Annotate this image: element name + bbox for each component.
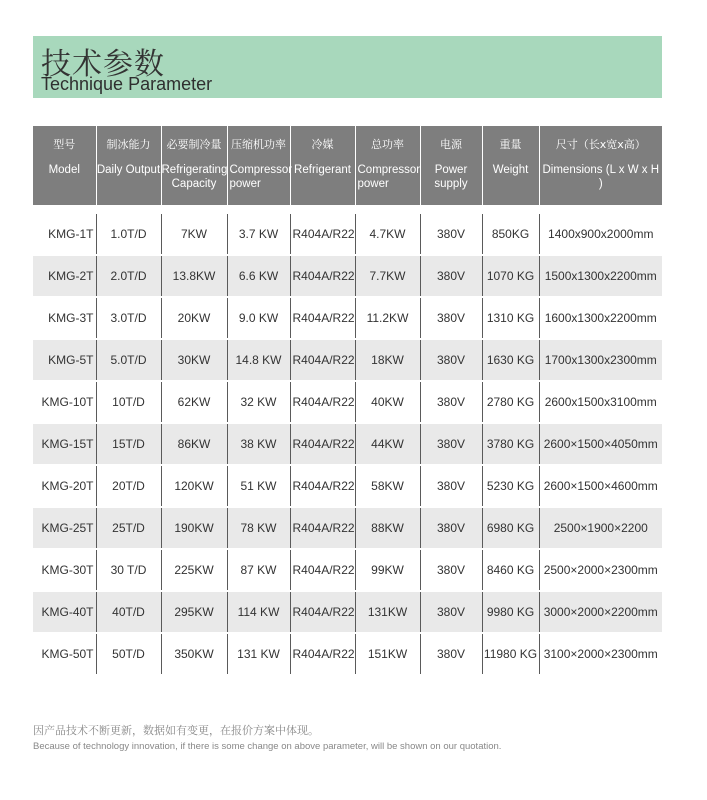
- cell-weight: 850KG: [482, 214, 539, 255]
- cell-refrigerant: R404A/R22: [290, 465, 355, 507]
- cell-daily-output: 2.0T/D: [96, 255, 161, 297]
- title-banner: [33, 36, 662, 98]
- cell-compressor-power: 114 KW: [227, 591, 290, 633]
- cell-refrigerating-capacity: 225KW: [161, 549, 227, 591]
- cell-model: KMG-3T: [33, 297, 96, 339]
- footnote-cn: 因产品技术不断更新，数据如有变更，在报价方案中体现。: [33, 724, 319, 737]
- cell-power-supply: 380V: [420, 214, 482, 255]
- parameter-table-container: [33, 126, 662, 676]
- header-spacer: [33, 205, 662, 214]
- header-cn: 电源: [440, 138, 462, 151]
- cell-weight: 2780 KG: [482, 381, 539, 423]
- cell-total-power: 99KW: [355, 549, 420, 591]
- cell-daily-output: 50T/D: [96, 633, 161, 675]
- header-en: Power supply: [434, 164, 468, 190]
- cell-compressor-power: 131 KW: [227, 633, 290, 675]
- column-header-model: [33, 126, 96, 205]
- cell-power-supply: 380V: [420, 507, 482, 549]
- table-row: [33, 507, 662, 549]
- cell-refrigerating-capacity: 13.8KW: [161, 255, 227, 297]
- cell-dimensions: 2600×1500×4050mm: [539, 423, 662, 465]
- header-cn: 压缩机功率: [231, 138, 286, 151]
- cell-dimensions: 2600x1500x3100mm: [539, 381, 662, 423]
- cell-total-power: 18KW: [355, 339, 420, 381]
- table-row: [33, 255, 662, 297]
- table-header-row: [33, 126, 662, 205]
- header-en: Compressor power: [229, 164, 293, 190]
- cell-total-power: 88KW: [355, 507, 420, 549]
- cell-power-supply: 380V: [420, 423, 482, 465]
- header-cn: 重量: [499, 138, 522, 151]
- cell-daily-output: 30 T/D: [96, 549, 161, 591]
- page-title-en: Technique Parameter: [41, 74, 213, 94]
- header-cn: 型号: [53, 138, 76, 151]
- cell-model: KMG-5T: [33, 339, 96, 381]
- header-cn: 制冰能力: [106, 138, 151, 151]
- cell-power-supply: 380V: [420, 591, 482, 633]
- cell-weight: 3780 KG: [482, 423, 539, 465]
- column-header-compressor-power: [227, 126, 293, 205]
- header-en: Compressor power: [357, 164, 421, 190]
- cell-total-power: 58KW: [355, 465, 420, 507]
- cell-refrigerating-capacity: 62KW: [161, 381, 227, 423]
- cell-compressor-power: 87 KW: [227, 549, 290, 591]
- header-en: Model: [48, 164, 80, 176]
- cell-compressor-power: 32 KW: [227, 381, 290, 423]
- cell-dimensions: 2500×2000×2300mm: [539, 549, 662, 591]
- table-row: [33, 549, 662, 591]
- cell-weight: 9980 KG: [482, 591, 539, 633]
- cell-weight: 1310 KG: [482, 297, 539, 339]
- cell-weight: 6980 KG: [482, 507, 539, 549]
- cell-daily-output: 40T/D: [96, 591, 161, 633]
- table-row: [33, 381, 662, 423]
- parameter-table: [33, 126, 662, 676]
- cell-weight: 11980 KG: [482, 633, 539, 675]
- cell-power-supply: 380V: [420, 297, 482, 339]
- column-header-total-power: [355, 126, 420, 205]
- cell-weight: 1630 KG: [482, 339, 539, 381]
- cell-dimensions: 3000×2000×2200mm: [539, 591, 662, 633]
- cell-compressor-power: 6.6 KW: [227, 255, 290, 297]
- cell-daily-output: 3.0T/D: [96, 297, 161, 339]
- cell-refrigerant: R404A/R22: [290, 381, 355, 423]
- cell-refrigerating-capacity: 7KW: [161, 214, 227, 255]
- cell-refrigerating-capacity: 350KW: [161, 633, 227, 675]
- column-header-refrigerating-capacity: [161, 126, 227, 205]
- cell-compressor-power: 78 KW: [227, 507, 290, 549]
- cell-daily-output: 25T/D: [96, 507, 161, 549]
- cell-refrigerant: R404A/R22: [290, 255, 355, 297]
- cell-weight: 8460 KG: [482, 549, 539, 591]
- cell-compressor-power: 14.8 KW: [227, 339, 290, 381]
- page-title-cn: 技术参数: [41, 47, 165, 82]
- column-header-refrigerant: [290, 126, 355, 205]
- header-cn: 尺寸（长x宽x高）: [555, 138, 646, 151]
- column-header-daily-output: [96, 126, 161, 205]
- cell-model: KMG-30T: [33, 549, 96, 591]
- cell-dimensions: 2600×1500×4600mm: [539, 465, 662, 507]
- cell-dimensions: 2500×1900×2200: [539, 507, 662, 549]
- cell-total-power: 4.7KW: [355, 214, 420, 255]
- cell-daily-output: 15T/D: [96, 423, 161, 465]
- cell-weight: 5230 KG: [482, 465, 539, 507]
- cell-refrigerant: R404A/R22: [290, 297, 355, 339]
- header-cn: 总功率: [371, 138, 404, 151]
- cell-dimensions: 1400x900x2000mm: [539, 214, 662, 255]
- cell-model: KMG-20T: [33, 465, 96, 507]
- cell-total-power: 40KW: [355, 381, 420, 423]
- cell-total-power: 44KW: [355, 423, 420, 465]
- cell-refrigerant: R404A/R22: [290, 423, 355, 465]
- cell-daily-output: 5.0T/D: [96, 339, 161, 381]
- table-row: [33, 465, 662, 507]
- header-en: Weight: [492, 164, 529, 176]
- cell-refrigerant: R404A/R22: [290, 507, 355, 549]
- cell-compressor-power: 38 KW: [227, 423, 290, 465]
- cell-dimensions: 1600x1300x2200mm: [539, 297, 662, 339]
- table-body: [33, 205, 662, 675]
- cell-compressor-power: 51 KW: [227, 465, 290, 507]
- table-row: [33, 214, 662, 255]
- header-en: Refrigerating Capacity: [161, 164, 228, 190]
- cell-refrigerating-capacity: 295KW: [161, 591, 227, 633]
- table-row: [33, 633, 662, 675]
- cell-refrigerant: R404A/R22: [290, 214, 355, 255]
- cell-model: KMG-2T: [33, 255, 96, 297]
- cell-compressor-power: 3.7 KW: [227, 214, 290, 255]
- header-en: Refrigerant: [294, 164, 351, 176]
- cell-daily-output: 20T/D: [96, 465, 161, 507]
- cell-total-power: 7.7KW: [355, 255, 420, 297]
- cell-daily-output: 1.0T/D: [96, 214, 161, 255]
- cell-dimensions: 1700x1300x2300mm: [539, 339, 662, 381]
- cell-refrigerating-capacity: 86KW: [161, 423, 227, 465]
- cell-power-supply: 380V: [420, 549, 482, 591]
- cell-refrigerant: R404A/R22: [290, 339, 355, 381]
- cell-model: KMG-1T: [33, 214, 96, 255]
- table-row: [33, 591, 662, 633]
- cell-refrigerating-capacity: 190KW: [161, 507, 227, 549]
- cell-model: KMG-15T: [33, 423, 96, 465]
- cell-total-power: 11.2KW: [355, 297, 420, 339]
- header-cn: 必要制冷量: [166, 138, 222, 151]
- header-en: Daily Output: [96, 164, 161, 176]
- cell-power-supply: 380V: [420, 633, 482, 675]
- cell-weight: 1070 KG: [482, 255, 539, 297]
- cell-daily-output: 10T/D: [96, 381, 161, 423]
- cell-model: KMG-10T: [33, 381, 96, 423]
- cell-refrigerant: R404A/R22: [290, 591, 355, 633]
- table-row: [33, 297, 662, 339]
- cell-model: KMG-25T: [33, 507, 96, 549]
- cell-compressor-power: 9.0 KW: [227, 297, 290, 339]
- cell-power-supply: 380V: [420, 255, 482, 297]
- cell-refrigerant: R404A/R22: [290, 549, 355, 591]
- cell-total-power: 131KW: [355, 591, 420, 633]
- cell-total-power: 151KW: [355, 633, 420, 675]
- column-header-power-supply: [420, 126, 482, 205]
- cell-model: KMG-40T: [33, 591, 96, 633]
- column-header-weight: [482, 126, 539, 205]
- cell-dimensions: 3100×2000×2300mm: [539, 633, 662, 675]
- header-en: Dimensions (L x W x H ): [542, 164, 659, 190]
- cell-dimensions: 1500x1300x2200mm: [539, 255, 662, 297]
- cell-refrigerant: R404A/R22: [290, 633, 355, 675]
- cell-refrigerating-capacity: 30KW: [161, 339, 227, 381]
- cell-power-supply: 380V: [420, 381, 482, 423]
- column-header-dimensions: [539, 126, 662, 205]
- header-cn: 冷媒: [311, 138, 334, 151]
- cell-refrigerating-capacity: 120KW: [161, 465, 227, 507]
- table-row: [33, 339, 662, 381]
- cell-power-supply: 380V: [420, 465, 482, 507]
- cell-power-supply: 380V: [420, 339, 482, 381]
- cell-refrigerating-capacity: 20KW: [161, 297, 227, 339]
- cell-model: KMG-50T: [33, 633, 96, 675]
- table-row: [33, 423, 662, 465]
- footnote-en: Because of technology innovation, if there is some change on above parameter, will be shown on our quotation.: [33, 741, 502, 752]
